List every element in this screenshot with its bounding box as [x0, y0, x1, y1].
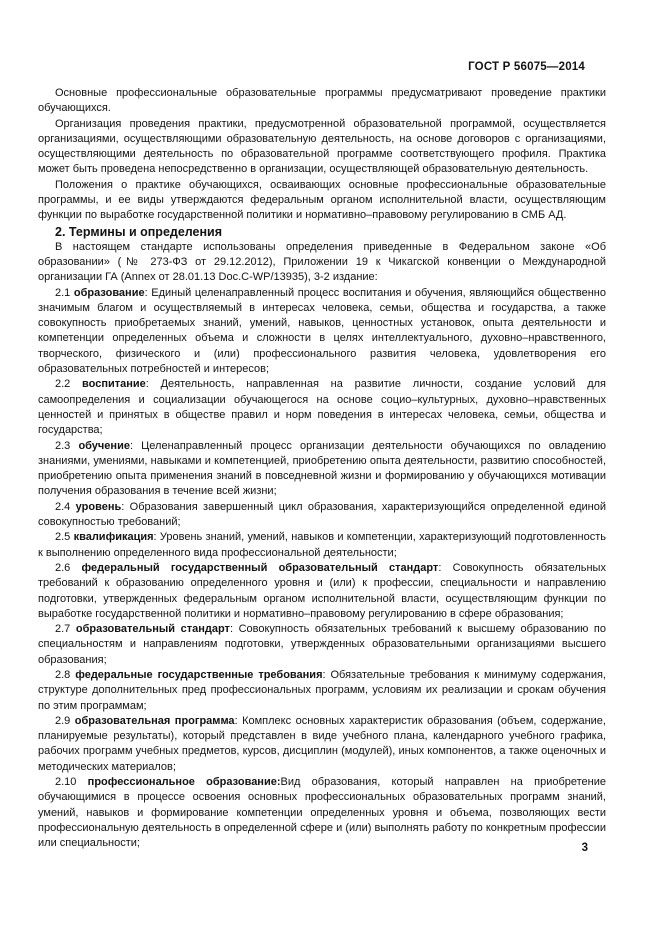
term-definition	[38, 561, 606, 622]
term-number: 2.1	[55, 286, 74, 299]
term-text: Уровень знаний, умений, навыков и компетенции, характеризующий подготовленность к выполнению определенного вида профессиональной деятельности;	[38, 531, 606, 559]
term-label: образовательный стандарт	[75, 623, 230, 636]
term-text: Целенаправленный процесс организации деятельности обучающихся по овладению знаниями, умениями, навыками и компетенцией, приобретению опыта деятельности, развитию способностей, приобретению опыта применения знаний в повседневной жизни и формированию у обучающихся мотивации получения образования в течение всей жизни;	[38, 439, 606, 498]
term-number: 2.8	[55, 668, 76, 681]
term-separator: :	[129, 439, 142, 452]
term-definition	[38, 500, 606, 531]
term-text: Совокупность обязательных требований к высшему образованию по специальностям и направлениям подготовки, утвержденных образовательными организациями высшего образования;	[38, 623, 606, 666]
term-number: 2.7	[55, 623, 76, 636]
term-text: Вид образования, который направлен на приобретение обучающимися в процессе освоения основных профессиональных образовательных программ знаний, умений, навыков и формирование компетенции определенных уровня и объема, позволяющих вести профессиональную деятельность в определенной сфере и (или) выполнять работу по конкретным профессии или специальности;	[38, 776, 606, 850]
intro-paragraph: Основные профессиональные образовательные программы предусматривают проведение практики обучающихся.	[38, 87, 606, 115]
term-separator: :	[438, 561, 453, 574]
term-label: квалификация	[73, 531, 154, 544]
page-number: 3	[581, 842, 588, 854]
term-definition	[38, 714, 606, 775]
term-definition	[38, 530, 606, 561]
term-label: профессиональное образование:	[87, 776, 281, 789]
term-text: Комплекс основных характеристик образования (объем, содержание, планируемые результаты), который представлен в виде учебного плана, календарного учебного графика, рабочих программ учебных предметов, курсов, дисциплин (модулей), иных компонентов, а также оценочных и методических материалов;	[38, 714, 606, 773]
term-separator: :	[145, 378, 161, 391]
term-label: образование	[73, 286, 145, 299]
term-separator: :	[229, 623, 239, 636]
document-number-header: ГОСТ Р 56075—2014	[468, 61, 585, 73]
term-text: Деятельность, направленная на развитие личности, создание условий для самоопределения и социализации обучающегося на основе социо–культурных, духовно–нравственных ценностей и принятых в обществе правил и норм поведения в интересах человека, семьи, общества и государства;	[38, 378, 606, 437]
term-definition	[38, 286, 606, 378]
term-definition	[38, 439, 606, 500]
term-definition	[38, 622, 606, 668]
term-number: 2.4	[55, 500, 76, 513]
term-number: 2.10	[55, 776, 88, 789]
document-body	[38, 86, 606, 852]
term-number: 2.5	[55, 531, 74, 544]
term-separator: :	[144, 286, 152, 299]
term-number: 2.6	[55, 561, 82, 574]
section-heading: 2. Термины и определения	[55, 224, 223, 239]
term-number: 2.2	[55, 378, 83, 391]
term-label: обучение	[78, 439, 130, 452]
term-label: федеральный государственный образовательный стандарт	[81, 561, 439, 574]
term-label: воспитание	[82, 378, 146, 391]
term-label: образовательная программа	[74, 714, 235, 727]
section-lead-paragraph: В настоящем стандарте использованы определения приведенные в Федеральном законе «Об образовании» (№ 273-ФЗ от 29.12.2012), Приложении 19 к Чикагской конвенции о Международной организации ГА (Annex от 28.01.13 Doc.C-WP/13935), 3-2 издание:	[38, 240, 606, 284]
term-text: Совокупность обязательных требований к образованию определенного уровня и (или) к профессии, специальности и направлению подготовки, утвержденных федеральным органом исполнительной власти, осуществляющим функции по выработке государственной политики и нормативно–правовому регулированию в сфере образования;	[38, 561, 606, 620]
term-label: федеральные государственные требования	[75, 668, 323, 681]
term-definition	[38, 775, 606, 851]
term-definition	[38, 377, 606, 438]
term-separator: :	[121, 500, 130, 513]
term-text: Обязательные требования к минимуму содержания, структуре дополнительных пред профессиональных программ, условиям их реализации и срокам обучения по этим программам;	[38, 668, 606, 712]
term-number: 2.9	[55, 714, 75, 727]
term-text: Образования завершенный цикл образования, характеризующийся определенной единой совокупностью требований;	[38, 500, 606, 529]
term-separator: :	[153, 531, 160, 544]
term-definition	[38, 668, 606, 714]
term-number: 2.3	[55, 439, 79, 452]
term-text: Единый целенаправленный процесс воспитания и обучения, являющийся общественно значимым благом и осуществляемый в интересах человека, семьи, общества и государства, а также совокупность приобретаемых знаний, умений, навыков, ценностных установок, опыта деятельности и компетенции определенных объема и сложности в целях интеллектуального, духовно–нравственного, творческого, физического и (или) профессионального развития человека, удовлетворения его образовательных потребностей и интересов;	[38, 286, 606, 376]
term-separator: :	[234, 714, 243, 727]
intro-paragraph: Организация проведения практики, предусмотренной образовательной программой, осуществляется организациями, осуществляющими образовательную деятельность, на основе договоров с организациями, осуществляющими деятельность по образовательной программе соответствующего профиля. Практика может быть проведена непосредственно в организации, осуществляющей образовательную деятельность.	[38, 117, 606, 176]
intro-paragraph: Положения о практике обучающихся, осваивающих основные профессиональные образовательные программы, и ее виды утверждаются федеральным органом исполнительной власти, осуществляющим функции по выработке государственной политики и нормативно–правовому регулированию в СМБ АД.	[38, 178, 606, 222]
term-separator: :	[322, 668, 331, 681]
term-label: уровень	[75, 500, 122, 513]
